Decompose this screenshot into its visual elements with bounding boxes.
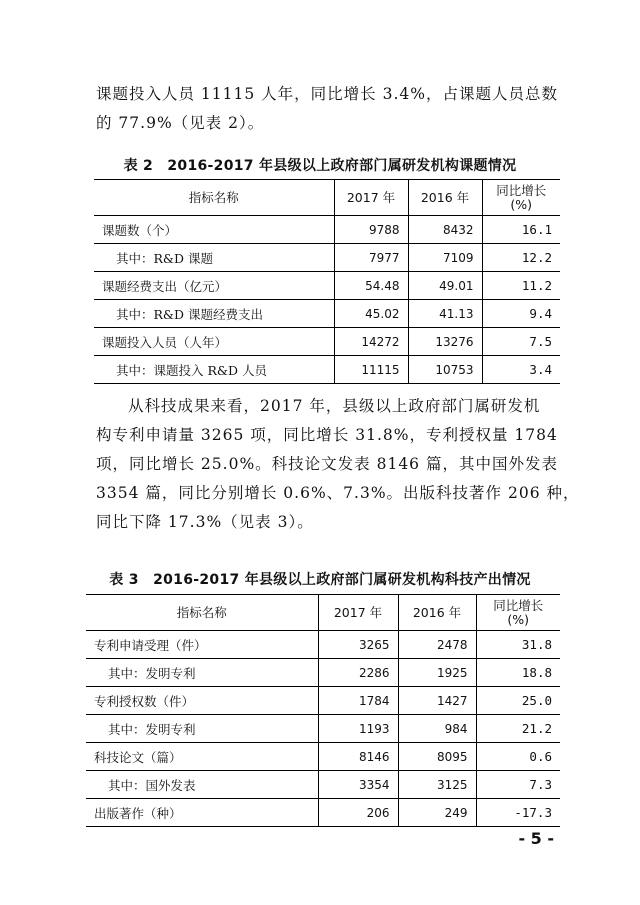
table-row [94,272,560,300]
intro-line-2: 的 77.9%（见表 2）。 [96,114,265,132]
value-growth: 25.0 [476,687,560,715]
row-name: 其中：发明专利 [86,659,318,687]
value-2016: 7109 [408,244,482,272]
value-2016: 2478 [398,631,476,659]
value-2016: 984 [398,715,476,743]
table2-header-2017: 2017 年 [334,180,408,216]
value-2017: 1193 [318,715,398,743]
value-2016: 49.01 [408,272,482,300]
value-2017: 54.48 [334,272,408,300]
value-growth: 3.4 [482,356,560,384]
table-row [94,216,560,244]
table2-header-name: 指标名称 [94,180,334,216]
value-growth: 12.2 [482,244,560,272]
value-2017: 3354 [318,771,398,799]
intro-paragraph [96,80,556,138]
value-2016: 41.13 [408,300,482,328]
table-row [94,300,560,328]
table-row [86,659,560,687]
table3-header-growth [476,595,560,631]
row-name: 其中：课题投入 R&D 人员 [94,356,334,384]
results-paragraph [96,392,580,537]
value-2017: 7977 [334,244,408,272]
value-2017: 8146 [318,743,398,771]
value-2016: 8432 [408,216,482,244]
table2-caption: 表 2 2016-2017 年县级以上政府部门属研发机构课题情况 [123,158,517,174]
table-row [94,328,560,356]
table2-header-growth-label: 同比增长 [496,182,547,198]
value-growth: 18.8 [476,659,560,687]
value-2017: 2286 [318,659,398,687]
results-line-1: 从科技成果来看，2017 年，县级以上政府部门属研发机 [128,397,541,415]
table3 [86,594,560,827]
row-name: 出版著作（种） [86,799,318,827]
value-2017: 1784 [318,687,398,715]
value-2017: 11115 [334,356,408,384]
value-2017: 9788 [334,216,408,244]
value-growth: 0.6 [476,743,560,771]
value-growth: 16.1 [482,216,560,244]
table3-header-row [86,595,560,631]
value-growth: 7.3 [476,771,560,799]
table-row [86,687,560,715]
table-row [86,715,560,743]
results-line-4: 3354 篇，同比分别增长 0.6%、7.3%。出版科技著作 206 种， [96,484,580,502]
value-growth: 31.8 [476,631,560,659]
value-2016: 249 [398,799,476,827]
value-growth: 9.4 [482,300,560,328]
value-2016: 3125 [398,771,476,799]
value-2017: 3265 [318,631,398,659]
page-number: - 5 - [518,829,554,848]
results-line-2: 构专利申请量 3265 项，同比增长 31.8%，专利授权量 1784 [96,426,558,444]
results-line-5: 同比下降 17.3%（见表 3）。 [96,513,314,531]
table2 [94,179,560,384]
table-row [94,356,560,384]
value-growth: 7.5 [482,328,560,356]
table3-header-2016: 2016 年 [398,595,476,631]
table-row [86,743,560,771]
value-2016: 1925 [398,659,476,687]
table2-header-2016: 2016 年 [408,180,482,216]
table2-header-row [94,180,560,216]
table3-caption: 表 3 2016-2017 年县级以上政府部门属研发机构科技产出情况 [109,572,531,588]
row-name: 课题经费支出（亿元） [94,272,334,300]
intro-line-1: 课题投入人员 11115 人年，同比增长 3.4%，占课题人员总数 [96,85,558,103]
value-2017: 206 [318,799,398,827]
value-growth: -17.3 [476,799,560,827]
table-row [86,771,560,799]
value-2016: 10753 [408,356,482,384]
table-row [94,244,560,272]
row-name: 课题投入人员（人年） [94,328,334,356]
value-2016: 13276 [408,328,482,356]
row-name: 其中：R&D 课题 [94,244,334,272]
value-growth: 11.2 [482,272,560,300]
row-name: 其中：国外发表 [86,771,318,799]
value-2016: 8095 [398,743,476,771]
results-line-3: 项，同比增长 25.0%。科技论文发表 8146 篇，其中国外发表 [96,455,558,473]
value-2016: 1427 [398,687,476,715]
value-2017: 14272 [334,328,408,356]
table3-header-growth-unit: (%) [507,611,530,627]
value-2017: 45.02 [334,300,408,328]
table3-header-name: 指标名称 [86,595,318,631]
row-name: 科技论文（篇） [86,743,318,771]
table2-header-growth [482,180,560,216]
table-row [86,631,560,659]
table3-header-2017: 2017 年 [318,595,398,631]
row-name: 专利授权数（件） [86,687,318,715]
row-name: 其中：R&D 课题经费支出 [94,300,334,328]
table-row [86,799,560,827]
table3-header-growth-label: 同比增长 [493,597,544,613]
row-name: 其中：发明专利 [86,715,318,743]
value-growth: 21.2 [476,715,560,743]
row-name: 课题数（个） [94,216,334,244]
table2-header-growth-unit: (%) [510,196,533,212]
row-name: 专利申请受理（件） [86,631,318,659]
